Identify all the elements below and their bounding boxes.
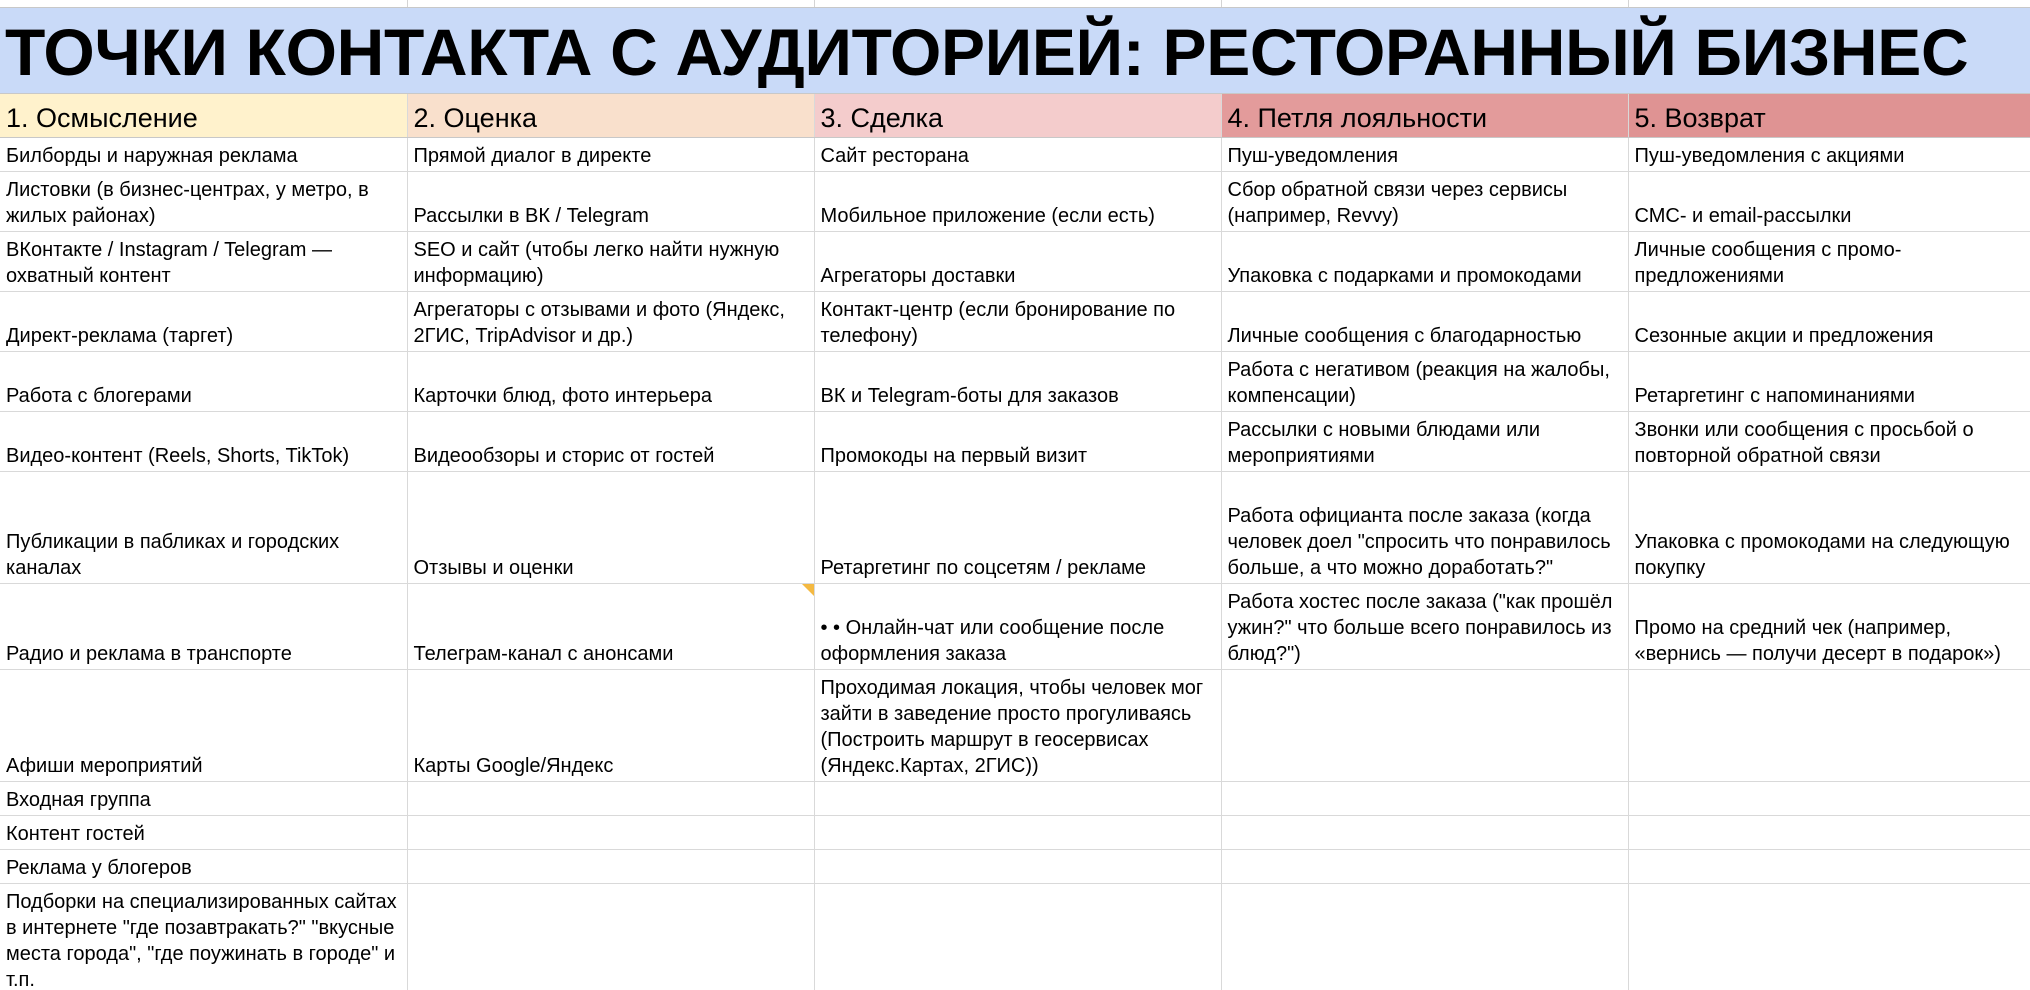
table-cell[interactable] (1221, 815, 1628, 849)
table-cell[interactable]: Карты Google/Яндекс (407, 669, 814, 781)
table-cell[interactable] (1628, 815, 2030, 849)
table-cell[interactable]: Сбор обратной связи через сервисы (например, Revvy) (1221, 171, 1628, 231)
table-cell[interactable]: Публикации в пабликах и городских каналах (0, 471, 407, 583)
table-cell[interactable]: Промокоды на первый визит (814, 411, 1221, 471)
title-row[interactable] (0, 8, 2030, 94)
table-row (0, 137, 2030, 171)
table-cell[interactable]: Пуш-уведомления (1221, 137, 1628, 171)
column-header-strip (0, 0, 2030, 8)
table-cell[interactable]: Личные сообщения с благодарностью (1221, 291, 1628, 351)
table-cell[interactable]: Работа с негативом (реакция на жалобы, компенсации) (1221, 351, 1628, 411)
table-cell[interactable]: Личные сообщения с промо-предложениями (1628, 231, 2030, 291)
table-cell[interactable] (1628, 883, 2030, 990)
table-cell[interactable]: ВК и Telegram-боты для заказов (814, 351, 1221, 411)
header-cell-awareness[interactable]: 1. Осмысление (0, 94, 407, 137)
table-cell[interactable]: Работа хостес после заказа ("как прошёл ужин?" что больше всего понравилось из блюд?") (1221, 583, 1628, 669)
header-row (0, 94, 2030, 137)
table-cell[interactable]: Радио и реклама в транспорте (0, 583, 407, 669)
table-row (0, 781, 2030, 815)
table-row (0, 291, 2030, 351)
table-cell[interactable]: Проходимая локация, чтобы человек мог зайти в заведение просто прогуливаясь (Построить маршрут в геосервисах (Яндекс.Картах, 2ГИС)) (814, 669, 1221, 781)
table-row (0, 883, 2030, 990)
table-cell[interactable]: SEO и сайт (чтобы легко найти нужную информацию) (407, 231, 814, 291)
table-cell[interactable]: Карточки блюд, фото интерьера (407, 351, 814, 411)
table-cell[interactable]: Мобильное приложение (если есть) (814, 171, 1221, 231)
table-cell[interactable] (1628, 669, 2030, 781)
table-cell[interactable]: • • Онлайн-чат или сообщение после оформления заказа (814, 583, 1221, 669)
table-cell[interactable] (1221, 849, 1628, 883)
table-cell[interactable]: Агрегаторы доставки (814, 231, 1221, 291)
table-row (0, 849, 2030, 883)
table-row (0, 231, 2030, 291)
comment-indicator-icon[interactable] (802, 584, 814, 596)
table-cell[interactable] (407, 815, 814, 849)
table-row (0, 815, 2030, 849)
table-cell[interactable]: Листовки (в бизнес-центрах, у метро, в жилых районах) (0, 171, 407, 231)
table-cell[interactable]: Работа официанта после заказа (когда человек доел "спросить что понравилось больше, а что можно доработать?" (1221, 471, 1628, 583)
header-cell-loyalty-loop[interactable]: 4. Петля лояльности (1221, 94, 1628, 137)
table-cell[interactable] (1628, 849, 2030, 883)
table-cell[interactable]: Сайт ресторана (814, 137, 1221, 171)
header-cell-evaluation[interactable]: 2. Оценка (407, 94, 814, 137)
table-cell[interactable]: Контакт-центр (если бронирование по телефону) (814, 291, 1221, 351)
table-cell[interactable]: Видео-контент (Reels, Shorts, TikTok) (0, 411, 407, 471)
table-cell[interactable] (1221, 883, 1628, 990)
table-cell[interactable] (1221, 669, 1628, 781)
table-cell[interactable]: Подборки на специализированных сайтах в интернете "где позавтракать?" "вкусные места города", "где поужинать в городе" и т.п. (0, 883, 407, 990)
table-cell[interactable] (407, 883, 814, 990)
table-cell[interactable]: Афиши мероприятий (0, 669, 407, 781)
table-cell[interactable]: Пуш-уведомления с акциями (1628, 137, 2030, 171)
table-cell[interactable]: Промо на средний чек (например, «вернись — получи десерт в подарок») (1628, 583, 2030, 669)
table-row (0, 583, 2030, 669)
table-cell[interactable]: Рассылки в ВК / Telegram (407, 171, 814, 231)
table-cell[interactable]: Работа с блогерами (0, 351, 407, 411)
table-cell[interactable]: Отзывы и оценки (407, 471, 814, 583)
sheet-title: ТОЧКИ КОНТАКТА С АУДИТОРИЕЙ: РЕСТОРАННЫЙ БИЗНЕС (5, 15, 1969, 89)
table-row (0, 669, 2030, 781)
table-cell[interactable] (1221, 781, 1628, 815)
table-cell[interactable] (407, 781, 814, 815)
table-cell[interactable]: Агрегаторы с отзывами и фото (Яндекс, 2ГИС, TripAdvisor и др.) (407, 291, 814, 351)
table-row (0, 411, 2030, 471)
table-cell[interactable] (814, 815, 1221, 849)
table-cell[interactable]: Ретаргетинг с напоминаниями (1628, 351, 2030, 411)
table-cell[interactable]: Прямой диалог в директе (407, 137, 814, 171)
header-cell-deal[interactable]: 3. Сделка (814, 94, 1221, 137)
table-cell[interactable]: Директ-реклама (таргет) (0, 291, 407, 351)
table-cell[interactable]: Видеообзоры и сторис от гостей (407, 411, 814, 471)
table-cell[interactable] (407, 583, 814, 669)
table-cell[interactable] (407, 849, 814, 883)
table-cell[interactable] (1628, 781, 2030, 815)
table-cell[interactable]: Входная группа (0, 781, 407, 815)
table-row (0, 171, 2030, 231)
table-cell[interactable]: Реклама у блогеров (0, 849, 407, 883)
table-cell[interactable]: Ретаргетинг по соцсетям / рекламе (814, 471, 1221, 583)
table-row (0, 351, 2030, 411)
table-cell[interactable]: ВКонтакте / Instagram / Telegram — охватный контент (0, 231, 407, 291)
table-cell[interactable]: Звонки или сообщения с просьбой о повторной обратной связи (1628, 411, 2030, 471)
table-cell[interactable] (814, 781, 1221, 815)
header-cell-return[interactable]: 5. Возврат (1628, 94, 2030, 137)
table-cell[interactable] (814, 849, 1221, 883)
table-cell[interactable]: Билборды и наружная реклама (0, 137, 407, 171)
table-cell[interactable]: Сезонные акции и предложения (1628, 291, 2030, 351)
table-cell[interactable] (814, 883, 1221, 990)
table-cell[interactable]: Рассылки с новыми блюдами или мероприятиями (1221, 411, 1628, 471)
table-row (0, 471, 2030, 583)
table-cell-text: Телеграм-канал с анонсами (413, 642, 674, 665)
table-cell[interactable]: СМС- и email-рассылки (1628, 171, 2030, 231)
touchpoints-table (0, 94, 2030, 990)
table-cell[interactable]: Упаковка с промокодами на следующую покупку (1628, 471, 2030, 583)
table-cell[interactable]: Контент гостей (0, 815, 407, 849)
table-cell[interactable]: Упаковка с подарками и промокодами (1221, 231, 1628, 291)
